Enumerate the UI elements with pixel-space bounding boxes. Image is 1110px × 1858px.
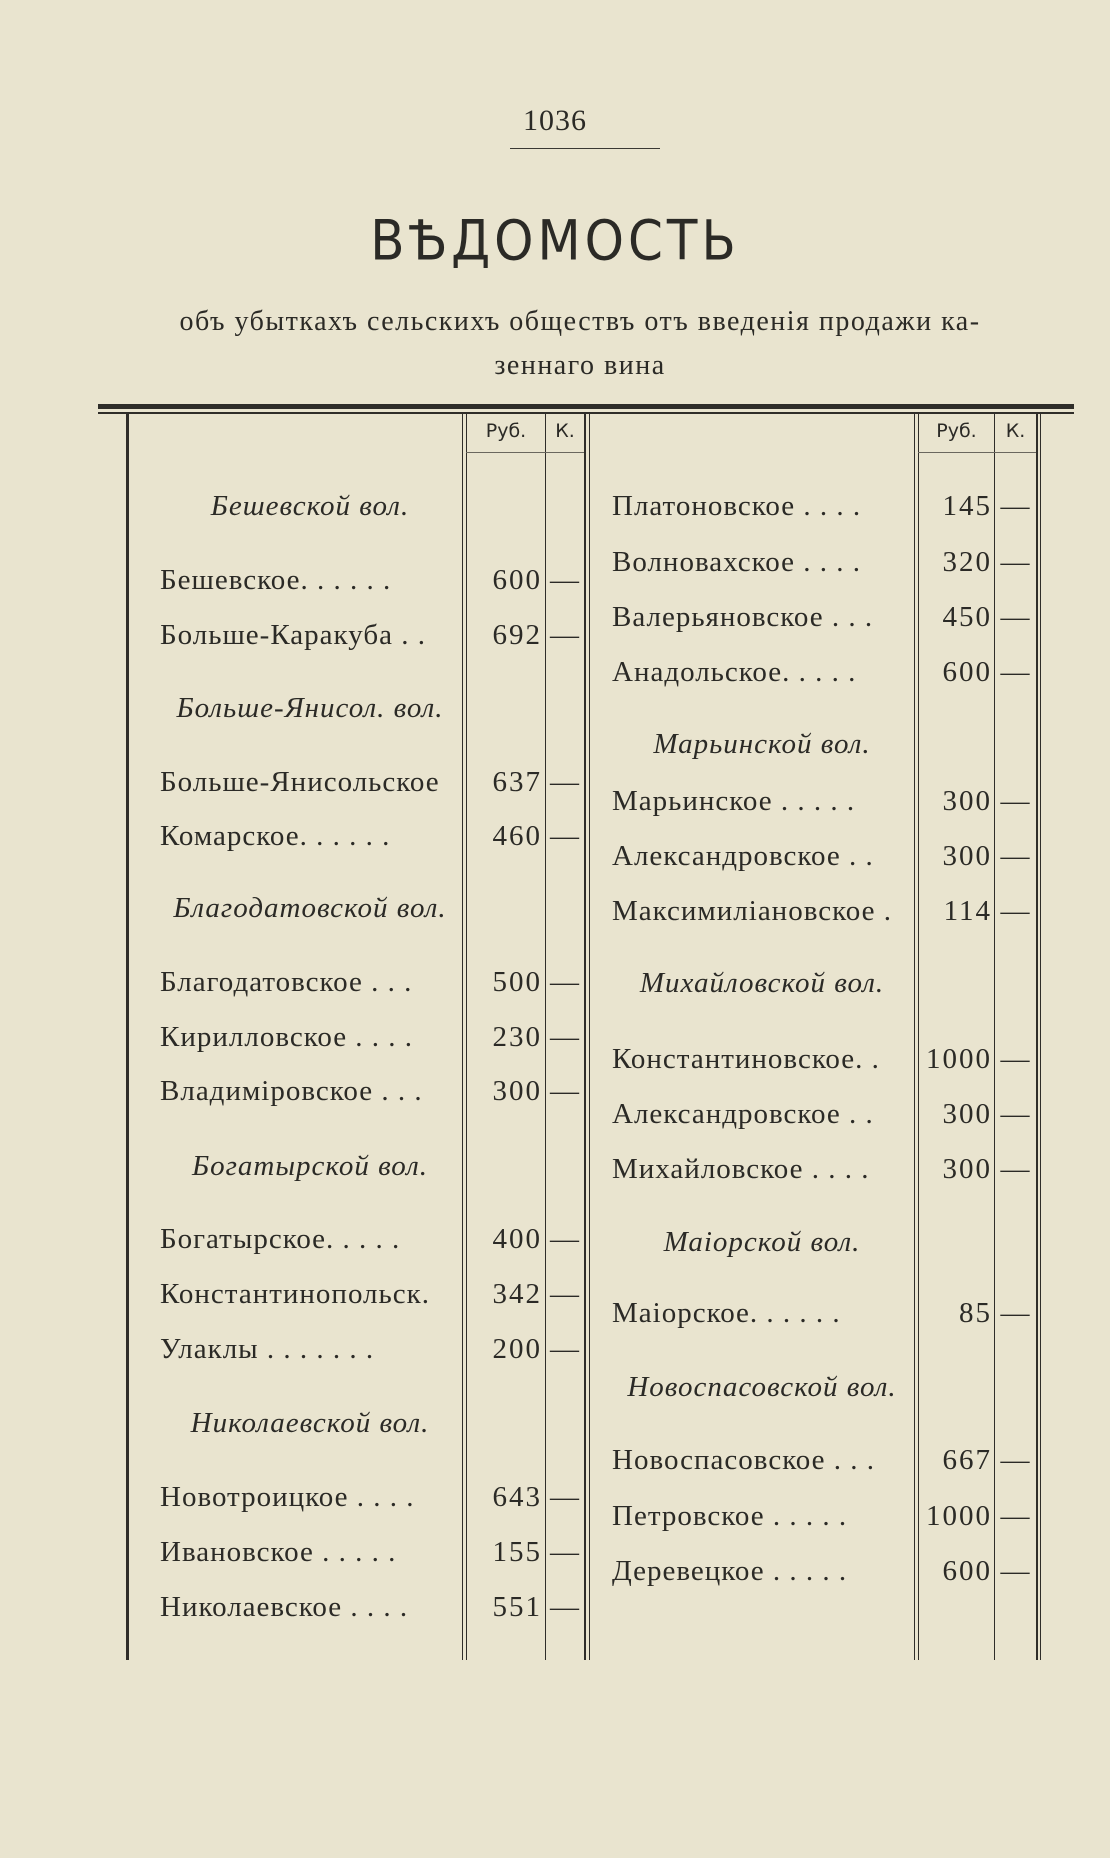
center-divider-a (584, 412, 586, 1660)
village-name: Петровское . . . . . (612, 1500, 848, 1532)
kopecks-value: — (1000, 601, 1031, 633)
village-name: Бешевское. . . . . . (160, 564, 392, 596)
table-row (612, 781, 1036, 821)
village-name: Михайловское . . . . (612, 1153, 870, 1185)
table-row (160, 816, 584, 856)
village-name: Новотроицкое . . . . (160, 1481, 415, 1513)
kopecks-value: — (1000, 840, 1031, 872)
page-number: 1036 (523, 104, 587, 137)
kopecks-value: — (1000, 656, 1031, 688)
village-name: Кирилловское . . . . (160, 1021, 414, 1053)
kopecks-value: — (550, 1536, 580, 1568)
village-name: Платоновское . . . . (612, 490, 862, 522)
table-row (612, 1293, 1036, 1333)
rubles-value: 600 (942, 1555, 992, 1587)
village-name: Улаклы . . . . . . . (160, 1333, 375, 1365)
village-name: Константиновское. . (612, 1043, 880, 1075)
right-border-b (1040, 412, 1041, 1660)
left-rub-header: Руб. (485, 420, 527, 442)
village-name: Александровское . . (612, 1098, 874, 1130)
rubles-value: 230 (492, 1021, 542, 1053)
rubles-value: 155 (492, 1536, 542, 1568)
volost-heading: Бешевской вол. (210, 490, 410, 522)
table-row (612, 1496, 1036, 1536)
village-name: Марьинское . . . . . (612, 785, 856, 817)
rubles-value: 400 (492, 1223, 542, 1255)
village-name: Маіорское. . . . . . (612, 1297, 841, 1329)
village-name: Николаевское . . . . (160, 1591, 409, 1623)
table-row (612, 1094, 1036, 1134)
kopecks-value: — (1000, 1297, 1031, 1329)
rubles-value: 1000 (926, 1043, 992, 1075)
kopecks-value: — (550, 1591, 580, 1623)
village-name: Анадольское. . . . . (612, 656, 857, 688)
village-name: Волновахское . . . . (612, 546, 862, 578)
kopecks-value: — (550, 820, 580, 852)
volost-heading: Марьинской вол. (653, 728, 871, 760)
rubles-value: 1000 (926, 1500, 992, 1532)
kopecks-value: — (550, 1021, 580, 1053)
kopecks-value: — (550, 1333, 580, 1365)
table-row (160, 1274, 584, 1314)
table-row (612, 1551, 1036, 1591)
rubles-value: 85 (959, 1297, 992, 1329)
volost-heading: Михайловской вол. (639, 967, 885, 999)
table-top-rule-thin (98, 412, 1074, 414)
volost-heading: Богатырской вол. (192, 1150, 428, 1182)
kopecks-value: — (1000, 1098, 1031, 1130)
rubles-value: 500 (492, 966, 542, 998)
kopecks-value: — (1000, 1043, 1031, 1075)
right-rub-header: Руб. (936, 420, 977, 442)
table-row (612, 1440, 1036, 1480)
table-row (612, 1039, 1036, 1079)
table-row (612, 1149, 1036, 1189)
rubles-value: 114 (943, 895, 992, 927)
table-left-border (126, 412, 129, 1660)
kopecks-value: — (1000, 1500, 1031, 1532)
table-row (160, 1532, 584, 1572)
rubles-value: 600 (942, 656, 992, 688)
table-row (612, 652, 1036, 692)
table-row (612, 597, 1036, 637)
kopecks-value: — (550, 766, 580, 798)
left-header-rule (466, 452, 584, 453)
village-name: Больше-Каракуба . . (160, 619, 426, 651)
kopecks-value: — (550, 1223, 580, 1255)
table-row (160, 762, 584, 802)
village-name: Владиміровское . . . (160, 1075, 423, 1107)
village-name: Ивановское . . . . . (160, 1536, 397, 1568)
kopecks-value: — (550, 1481, 580, 1513)
kopecks-value: — (1000, 895, 1031, 927)
table-row (612, 836, 1036, 876)
volost-heading: Новоспасовской вол. (627, 1371, 897, 1403)
volost-heading: Маіорской вол. (663, 1226, 861, 1258)
village-name: Александровское . . (612, 840, 874, 872)
table-row (160, 1071, 584, 1111)
table-row (612, 486, 1036, 526)
kopecks-value: — (1000, 1444, 1031, 1476)
rubles-value: 300 (942, 840, 992, 872)
rubles-value: 460 (492, 820, 542, 852)
rubles-value: 643 (492, 1481, 542, 1513)
kopecks-value: — (1000, 546, 1031, 578)
table-top-rule (98, 404, 1074, 409)
rubles-value: 600 (492, 564, 542, 596)
rubles-value: 551 (492, 1591, 542, 1623)
center-divider-b (589, 412, 590, 1660)
kopecks-value: — (1000, 1153, 1031, 1185)
village-name: Богатырское. . . . . (160, 1223, 401, 1255)
village-name: Больше-Янисольское (160, 766, 440, 798)
volost-heading: Николаевской вол. (190, 1407, 430, 1439)
left-kop-header: К. (555, 420, 575, 442)
kopecks-value: — (550, 1278, 580, 1310)
rubles-value: 300 (942, 1153, 992, 1185)
village-name: Благодатовское . . . (160, 966, 413, 998)
village-name: Новоспасовское . . . (612, 1444, 876, 1476)
village-name: Максимиліановское . (612, 895, 892, 927)
rubles-value: 300 (942, 1098, 992, 1130)
table-row (160, 1329, 584, 1369)
kopecks-value: — (550, 966, 580, 998)
village-name: Валерьяновское . . . (612, 601, 874, 633)
volost-heading: Благодатовской вол. (173, 892, 447, 924)
village-name: Константинопольск. (160, 1278, 430, 1310)
table-row (160, 1477, 584, 1517)
rubles-value: 145 (942, 490, 992, 522)
rubles-value: 450 (942, 601, 992, 633)
rubles-value: 300 (492, 1075, 542, 1107)
rubles-value: 320 (942, 546, 992, 578)
right-kop-header: К. (1005, 420, 1026, 442)
kopecks-value: — (1000, 1555, 1031, 1587)
table-row (160, 1017, 584, 1057)
rubles-value: 692 (492, 619, 542, 651)
kopecks-value: — (550, 564, 580, 596)
volost-heading: Больше-Янисол. вол. (176, 692, 444, 724)
rubles-value: 200 (492, 1333, 542, 1365)
table-row (160, 962, 584, 1002)
document-title: ВѢДОМОСТЬ (370, 209, 740, 273)
kopecks-value: — (1000, 490, 1031, 522)
village-name: Комарское. . . . . . (160, 820, 391, 852)
table-row (612, 542, 1036, 582)
table-row (160, 560, 584, 600)
kopecks-value: — (1000, 785, 1031, 817)
table-row (160, 1219, 584, 1259)
table-row (160, 615, 584, 655)
subtitle-line-1: объ убыткахъ сельскихъ обществъ отъ введенія продажи ка- (179, 306, 981, 337)
subtitle-line-2: зеннаго вина (494, 350, 666, 381)
rubles-value: 667 (942, 1444, 992, 1476)
table-row (160, 1587, 584, 1627)
rubles-value: 300 (942, 785, 992, 817)
table-row (612, 891, 1036, 931)
kopecks-value: — (550, 619, 580, 651)
rubles-value: 637 (492, 766, 542, 798)
rubles-value: 342 (492, 1278, 542, 1310)
kopecks-value: — (550, 1075, 580, 1107)
village-name: Деревецкое . . . . . (612, 1555, 848, 1587)
right-header-rule (918, 452, 1036, 453)
right-border-a (1036, 412, 1038, 1660)
page-number-rule (510, 148, 660, 149)
